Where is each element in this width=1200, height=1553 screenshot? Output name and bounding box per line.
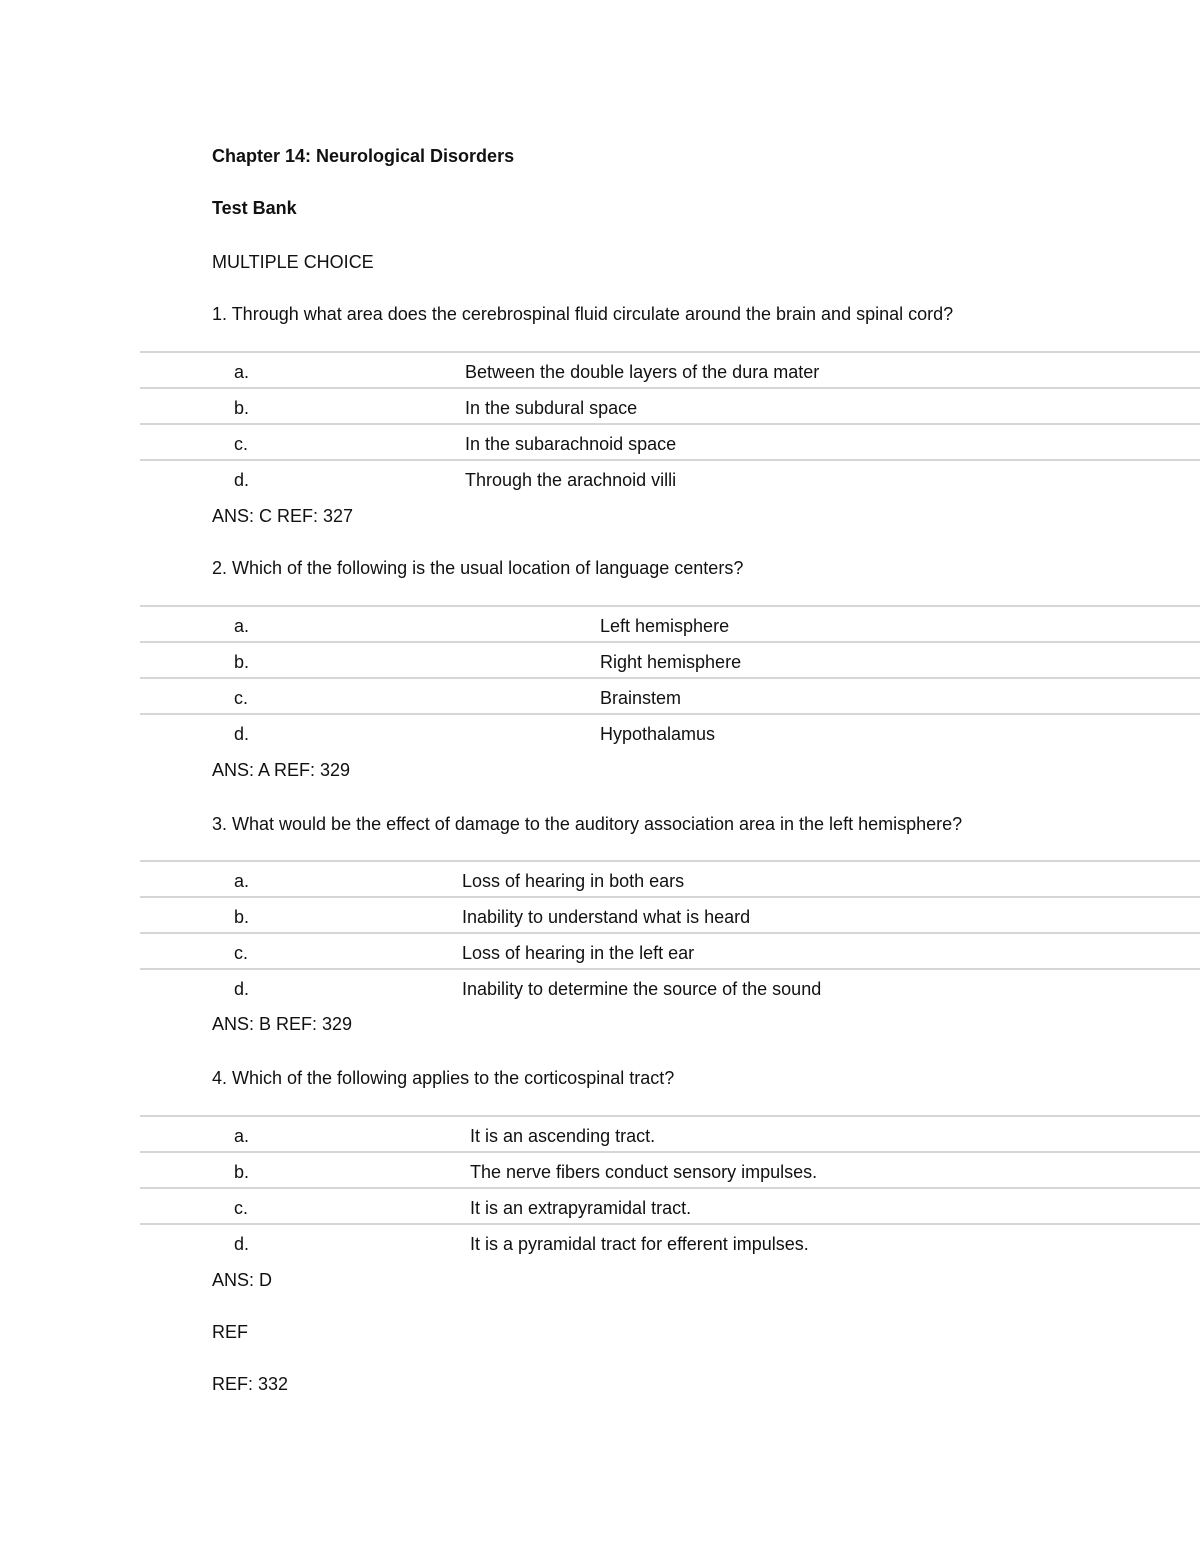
option-row [140, 423, 1200, 459]
option-row [140, 641, 1200, 677]
option-row [140, 896, 1200, 932]
options-table [140, 1115, 1200, 1259]
option-text: Right hemisphere [600, 652, 742, 672]
option-letter: b. [234, 1162, 250, 1182]
option-text: It is an ascending tract. [470, 1126, 656, 1146]
chapter-title: Chapter 14: Neurological Disorders [212, 146, 515, 166]
option-text: Loss of hearing in both ears [462, 871, 685, 891]
option-row [140, 968, 1200, 1004]
ref-label: REF [212, 1322, 248, 1342]
option-text: Inability to determine the source of the sound [462, 979, 822, 999]
document-subtitle: Test Bank [212, 198, 297, 218]
option-row [140, 677, 1200, 713]
option-text: Left hemisphere [600, 616, 730, 636]
answer-line: ANS: A REF: 329 [212, 760, 351, 780]
option-letter: a. [234, 1126, 250, 1146]
option-letter: d. [234, 470, 250, 490]
option-text: Inability to understand what is heard [462, 907, 751, 927]
option-letter: a. [234, 616, 250, 636]
option-row [140, 1187, 1200, 1223]
option-letter: c. [234, 1198, 249, 1218]
answer-line: ANS: D [212, 1270, 273, 1290]
option-text: The nerve fibers conduct sensory impulses. [470, 1162, 818, 1182]
option-row [140, 1151, 1200, 1187]
option-letter: b. [234, 398, 250, 418]
option-row [140, 351, 1200, 387]
option-row [140, 1115, 1200, 1151]
option-letter: c. [234, 434, 249, 454]
option-text: Through the arachnoid villi [465, 470, 677, 490]
question-prompt: 4. Which of the following applies to the corticospinal tract? [212, 1068, 675, 1088]
option-letter: c. [234, 688, 249, 708]
option-text: Hypothalamus [600, 724, 716, 744]
option-text: Loss of hearing in the left ear [462, 943, 695, 963]
option-letter: a. [234, 871, 250, 891]
option-row [140, 1223, 1200, 1259]
option-row [140, 860, 1200, 896]
option-row [140, 459, 1200, 495]
section-heading: MULTIPLE CHOICE [212, 252, 374, 272]
option-letter: c. [234, 943, 249, 963]
answer-line: ANS: C REF: 327 [212, 506, 354, 526]
options-table [140, 351, 1200, 495]
option-row [140, 713, 1200, 749]
options-table [140, 605, 1200, 749]
option-row [140, 387, 1200, 423]
option-text: In the subarachnoid space [465, 434, 677, 454]
answer-line: ANS: B REF: 329 [212, 1014, 353, 1034]
option-text: It is an extrapyramidal tract. [470, 1198, 692, 1218]
question-prompt: 2. Which of the following is the usual location of language centers? [212, 558, 744, 578]
option-letter: b. [234, 907, 250, 927]
option-letter: d. [234, 724, 250, 744]
options-table [140, 860, 1200, 1004]
option-letter: d. [234, 979, 250, 999]
option-text: Between the double layers of the dura mater [465, 362, 820, 382]
ref-line: REF: 332 [212, 1374, 289, 1394]
option-letter: b. [234, 652, 250, 672]
option-letter: a. [234, 362, 250, 382]
option-row [140, 605, 1200, 641]
question-prompt: 3. What would be the effect of damage to the auditory association area in the left hemisphere? [212, 814, 963, 834]
option-text: It is a pyramidal tract for efferent impulses. [470, 1234, 809, 1254]
option-text: Brainstem [600, 688, 682, 708]
option-letter: d. [234, 1234, 250, 1254]
option-text: In the subdural space [465, 398, 638, 418]
question-prompt: 1. Through what area does the cerebrospinal fluid circulate around the brain and spinal cord? [212, 304, 954, 324]
option-row [140, 932, 1200, 968]
